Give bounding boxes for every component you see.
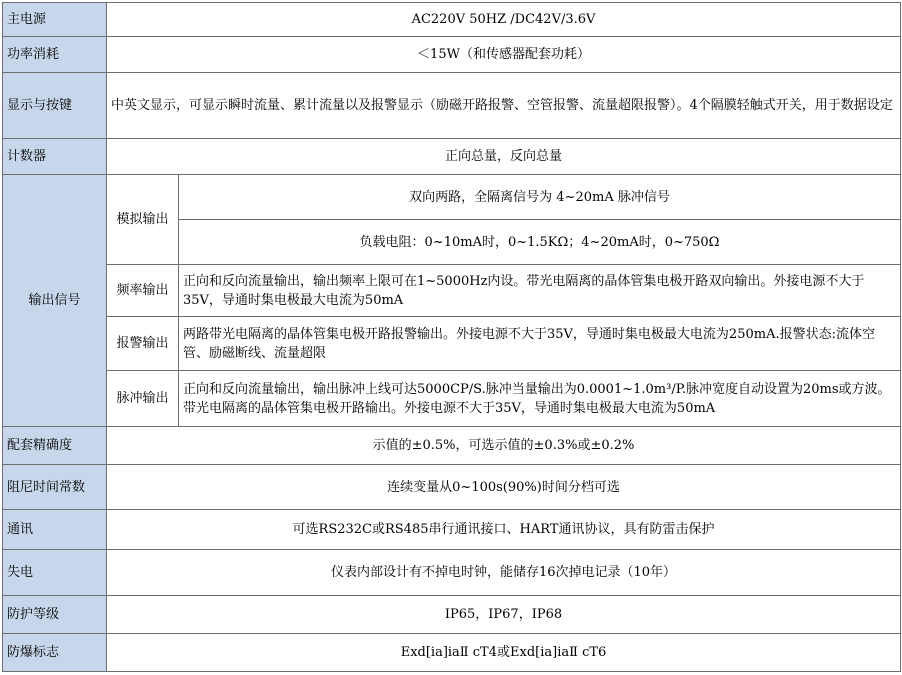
row-value-damping-time: 连续变量从0~100s(90%)时间分档可选 [107, 465, 901, 510]
row-label-power-supply: 主电源 [3, 3, 107, 37]
sub-label-pulse-output: 脉冲输出 [107, 371, 179, 427]
spec-table [2, 2, 901, 672]
row-value-display-keys: 中英文显示，可显示瞬时流量、累计流量以及报警显示（励磁开路报警、空管报警、流量超限报警）。4个隔膜轻触式开关，用于数据设定 [107, 73, 901, 139]
analog-output-line-1: 双向两路，全隔离信号为 4~20mA 脉冲信号 [179, 175, 901, 220]
table-row [3, 3, 901, 37]
row-label-counter: 计数器 [3, 139, 107, 175]
pulse-output-value: 正向和反向流量输出，输出脉冲上线可达5000CP/S.脉冲当量输出为0.0001~1.0m³/P.脉冲宽度自动设置为20ms或方波。带光电隔离的晶体管集电极开路输出。外接电源不大于35V，导通时集电极最大电流为50mA [179, 371, 901, 427]
row-label-display-keys: 显示与按键 [3, 73, 107, 139]
row-value-counter: 正向总量，反向总量 [107, 139, 901, 175]
row-label-output-signal: 输出信号 [3, 175, 107, 427]
table-row [3, 510, 901, 550]
sub-label-alarm-output: 报警输出 [107, 317, 179, 371]
frequency-output-value: 正向和反向流量输出，输出频率上限可在1~5000Hz内设。带光电隔离的晶体管集电极开路双向输出。外接电源不大于35V，导通时集电极最大电流为50mA [179, 265, 901, 317]
table-row [3, 427, 901, 465]
row-value-communication: 可选RS232C或RS485串行通讯接口、HART通讯协议，具有防雷击保护 [107, 510, 901, 550]
alarm-output-value: 两路带光电隔离的晶体管集电极开路报警输出。外接电源不大于35V，导通时集电极最大电流为250mA.报警状态:流体空管、励磁断线、流量超限 [179, 317, 901, 371]
row-label-protection-class: 防护等级 [3, 596, 107, 634]
table-row [3, 465, 901, 510]
table-row [3, 139, 901, 175]
row-value-power-loss: 仪表内部设计有不掉电时钟，能储存16次掉电记录（10年） [107, 550, 901, 596]
table-row [3, 371, 901, 427]
row-label-communication: 通讯 [3, 510, 107, 550]
row-label-explosion-proof: 防爆标志 [3, 634, 107, 672]
row-value-power-supply: AC220V 50HZ /DC42V/3.6V [107, 3, 901, 37]
row-value-protection-class: IP65，IP67，IP68 [107, 596, 901, 634]
row-label-accuracy: 配套精确度 [3, 427, 107, 465]
row-label-power-consumption: 功率消耗 [3, 37, 107, 73]
sub-label-frequency-output: 频率输出 [107, 265, 179, 317]
analog-output-line-2: 负载电阻：0~10mA时，0~1.5KΩ；4~20mA时，0~750Ω [179, 220, 901, 265]
table-row [3, 265, 901, 317]
row-value-explosion-proof: Exd[ia]iaⅡ cT4或Exd[ia]iaⅡ cT6 [107, 634, 901, 672]
table-row [3, 317, 901, 371]
table-row [3, 634, 901, 672]
table-row [3, 37, 901, 73]
table-row [3, 73, 901, 139]
sub-label-analog-output: 模拟输出 [107, 175, 179, 265]
row-label-damping-time: 阻尼时间常数 [3, 465, 107, 510]
table-row [3, 596, 901, 634]
row-value-accuracy: 示值的±0.5%，可选示值的±0.3%或±0.2% [107, 427, 901, 465]
table-row [3, 175, 901, 220]
row-value-power-consumption: ＜15W（和传感器配套功耗） [107, 37, 901, 73]
table-row [3, 550, 901, 596]
row-label-power-loss: 失电 [3, 550, 107, 596]
